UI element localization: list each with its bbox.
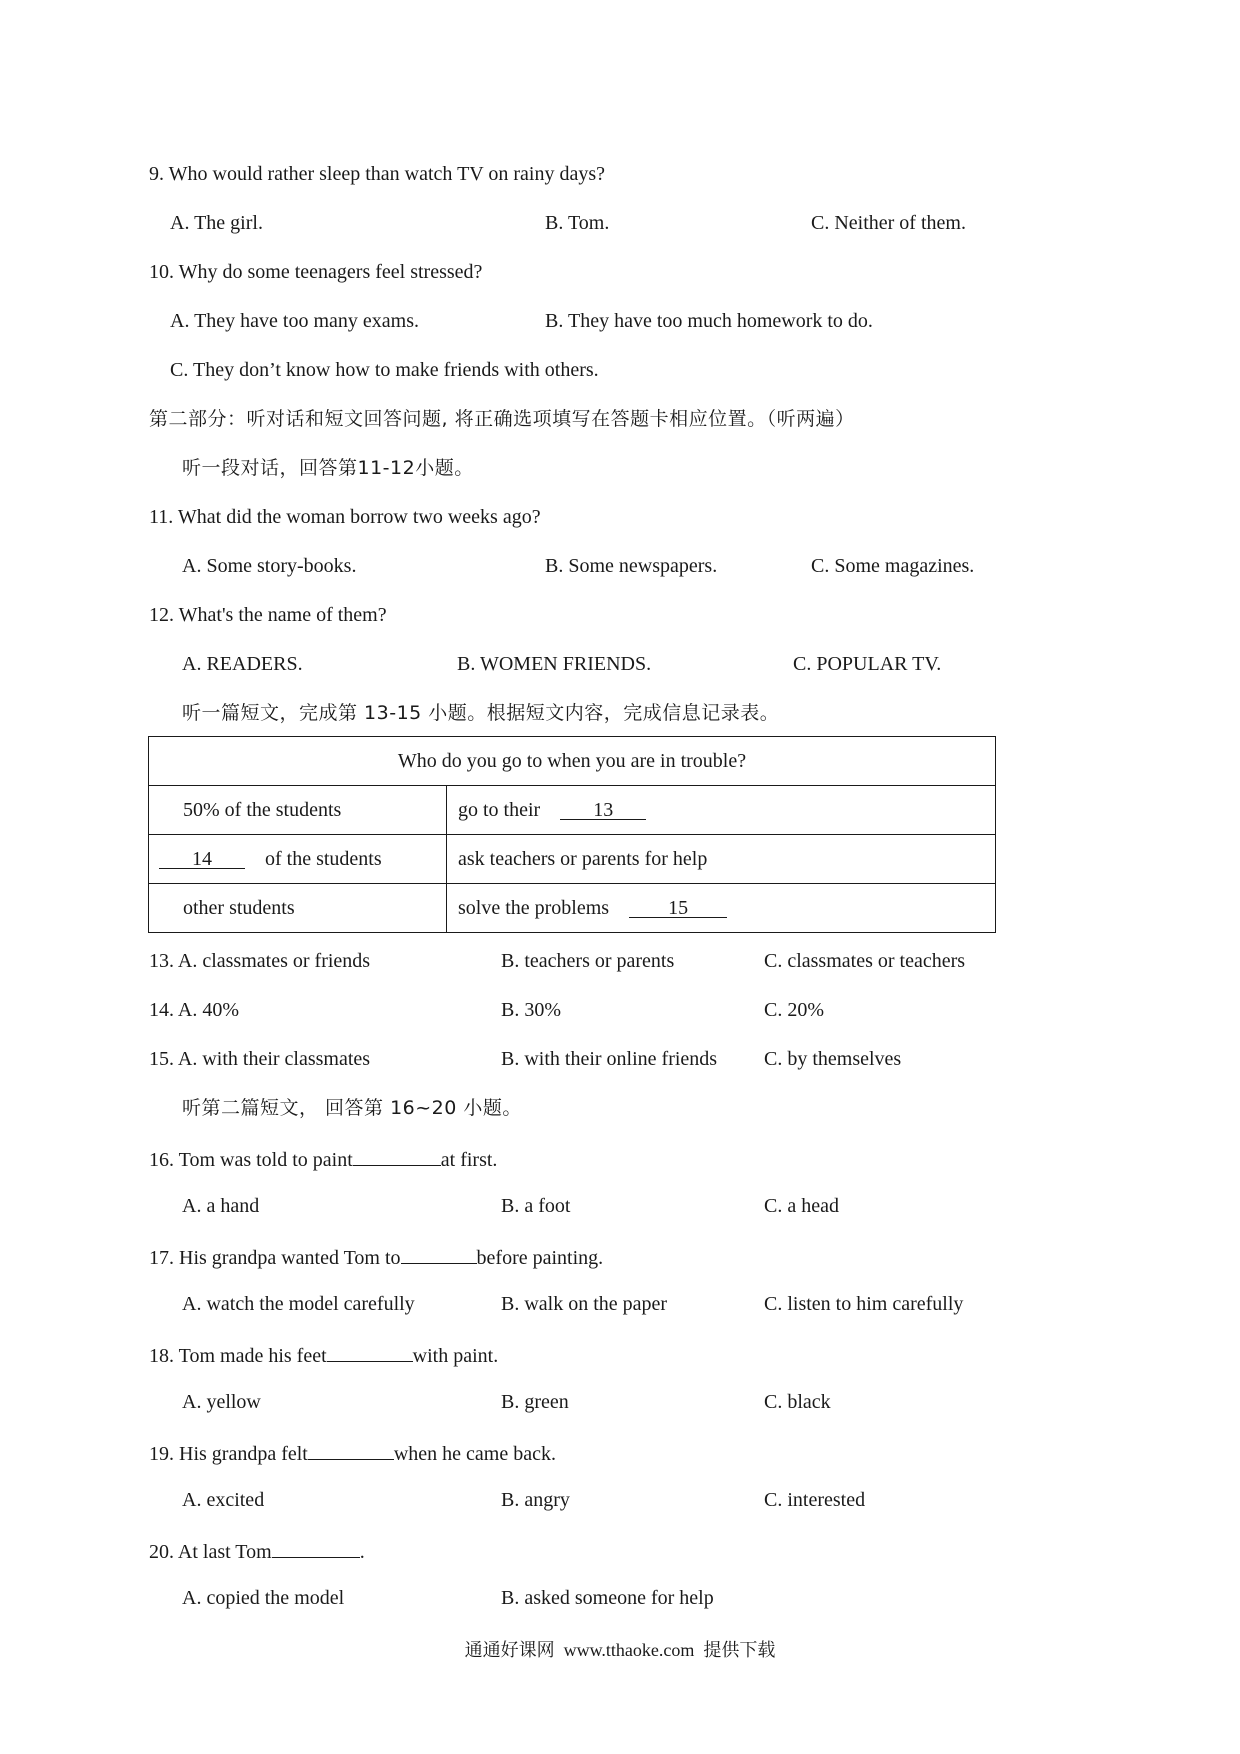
q14-option-b: B. 30% [501, 999, 561, 1021]
q12-option-a: A. READERS. [182, 653, 303, 675]
table-cell [149, 786, 447, 835]
table-cell-text: ask teachers or parents for help [458, 847, 708, 870]
question-10: 10. Why do some teenagers feel stressed? [149, 261, 483, 283]
q19-option-a: A. excited [182, 1489, 265, 1511]
q13-option-b: B. teachers or parents [501, 950, 675, 972]
table-cell [149, 835, 447, 884]
passage1-intro: 听一篇短文，完成第 13-15 小题。根据短文内容，完成信息记录表。 [182, 702, 780, 724]
answer-blank [353, 1145, 441, 1166]
answer-blank [272, 1537, 360, 1558]
q18-option-b: B. green [501, 1391, 569, 1413]
question-20-text-end: . [359, 1541, 365, 1563]
question-17-text-end: before painting. [476, 1247, 604, 1269]
table-cell [149, 884, 447, 933]
q20-option-a: A. copied the model [182, 1587, 345, 1609]
table-cell-text: go to their [458, 798, 541, 821]
table-cell-text: of the students [265, 847, 382, 870]
answer-blank-15: 15 [629, 897, 727, 918]
question-17-text: 17. His grandpa wanted Tom to [149, 1247, 401, 1269]
q12-option-c: C. POPULAR TV. [793, 653, 942, 675]
table-cell [447, 835, 996, 884]
table-row [149, 786, 996, 835]
question-16 [149, 1145, 497, 1172]
footer-site-name: 通通好课网 [464, 1640, 555, 1661]
question-16-text: 16. Tom was told to paint [149, 1149, 353, 1171]
answer-blank-14: 14 [159, 848, 245, 869]
q12-option-b: B. WOMEN FRIENDS. [457, 653, 652, 675]
q13-option-a: 13. A. classmates or friends [149, 950, 371, 972]
info-record-table [148, 736, 996, 933]
question-20-text: 20. At last Tom [149, 1541, 272, 1563]
q9-option-c: C. Neither of them. [811, 212, 966, 234]
q14-option-c: C. 20% [764, 999, 824, 1021]
question-19-text-end: when he came back. [393, 1443, 556, 1465]
question-18-text: 18. Tom made his feet [149, 1345, 327, 1367]
q17-option-c: C. listen to him carefully [764, 1293, 964, 1315]
question-20 [149, 1537, 365, 1564]
answer-blank [327, 1341, 413, 1362]
q11-option-c: C. Some magazines. [811, 555, 975, 577]
table-title: Who do you go to when you are in trouble? [149, 737, 996, 786]
question-19 [149, 1439, 556, 1466]
q18-option-c: C. black [764, 1391, 831, 1413]
question-19-text: 19. His grandpa felt [149, 1443, 308, 1465]
q19-option-b: B. angry [501, 1489, 570, 1511]
q14-option-a: 14. A. 40% [149, 999, 239, 1021]
q16-option-c: C. a head [764, 1195, 839, 1217]
answer-blank [401, 1243, 477, 1264]
q17-option-a: A. watch the model carefully [182, 1293, 415, 1315]
q10-option-b: B. They have too much homework to do. [545, 310, 873, 332]
question-18 [149, 1341, 498, 1368]
q10-option-a: A. They have too many exams. [170, 310, 420, 332]
table-cell-text: other students [183, 896, 295, 919]
table-cell [447, 884, 996, 933]
table-row [149, 884, 996, 933]
q13-option-c: C. classmates or teachers [764, 950, 966, 972]
q11-option-a: A. Some story-books. [182, 555, 357, 577]
table-row [149, 835, 996, 884]
table-cell-text: 50% of the students [183, 798, 342, 821]
q10-option-c: C. They don’t know how to make friends with others. [170, 359, 599, 381]
q19-option-c: C. interested [764, 1489, 866, 1511]
answer-blank-13: 13 [560, 799, 646, 820]
question-17 [149, 1243, 603, 1270]
question-16-text-end: at first. [440, 1149, 498, 1171]
question-11: 11. What did the woman borrow two weeks ago? [149, 506, 541, 528]
q11-option-b: B. Some newspapers. [545, 555, 718, 577]
table-cell-text: solve the problems [458, 896, 610, 919]
q15-option-b: B. with their online friends [501, 1048, 718, 1070]
question-12: 12. What's the name of them? [149, 604, 387, 626]
footer-suffix: 提供下载 [703, 1640, 776, 1661]
part2-heading: 第二部分：听对话和短文回答问题, 将正确选项填写在答题卡相应位置。（听两遍） [149, 408, 855, 430]
footer-url: www.tthaoke.com [563, 1640, 695, 1660]
q16-option-a: A. a hand [182, 1195, 260, 1217]
q15-option-c: C. by themselves [764, 1048, 902, 1070]
passage2-intro: 听第二篇短文， 回答第 16~20 小题。 [182, 1097, 522, 1119]
q9-option-a: A. The girl. [170, 212, 263, 234]
q16-option-b: B. a foot [501, 1195, 571, 1217]
q15-option-a: 15. A. with their classmates [149, 1048, 371, 1070]
q18-option-a: A. yellow [182, 1391, 261, 1413]
answer-blank [308, 1439, 394, 1460]
question-18-text-end: with paint. [412, 1345, 499, 1367]
dialog-intro: 听一段对话，回答第11-12小题。 [182, 457, 474, 479]
q17-option-b: B. walk on the paper [501, 1293, 668, 1315]
q20-option-b: B. asked someone for help [501, 1587, 714, 1609]
q9-option-b: B. Tom. [545, 212, 610, 234]
question-9: 9. Who would rather sleep than watch TV on rainy days? [149, 163, 605, 185]
table-cell [447, 786, 996, 835]
page-footer [0, 1636, 1240, 1662]
